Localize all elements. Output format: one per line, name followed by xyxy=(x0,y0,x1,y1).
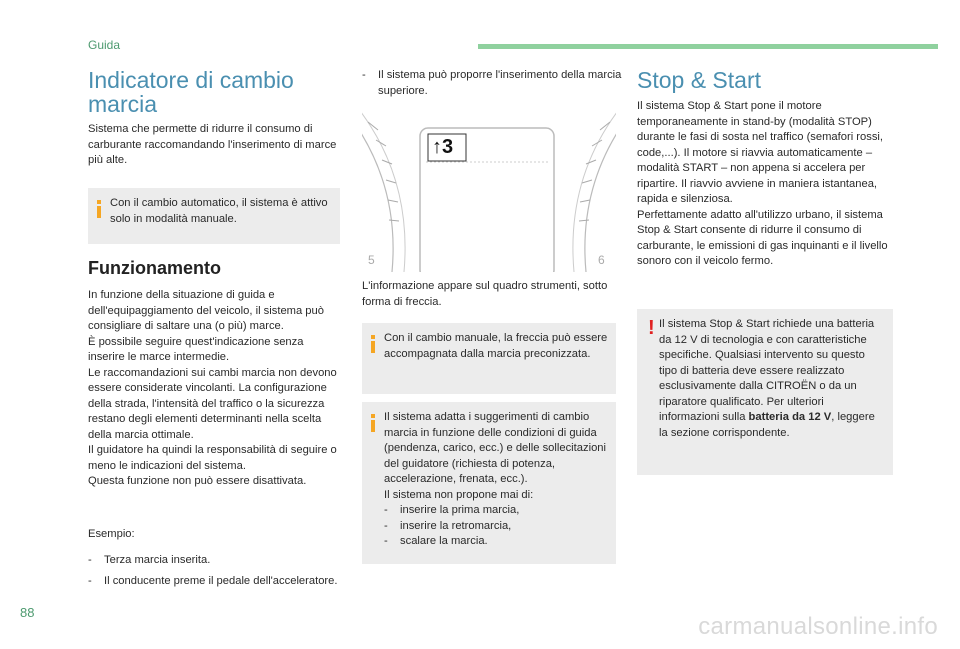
gear-shift-display: ↑3 xyxy=(432,136,454,158)
warning-text: Il sistema Stop & Start richiede una batteria da 12 V di tecnologia e con caratteristiche specifiche. Qualsiasi intervento su questo tipo di batteria deve essere realizzato esclusivamente dalla CITROËN o da un riparatore qualificato. Per ulteriori informazioni sulla batteria da 12 V, leggere la sezione corrispondente. xyxy=(659,318,875,439)
body-paragraph: Il guidatore ha quindi la responsabilità di seguire o meno le indicazioni del sistema. xyxy=(88,444,337,472)
watermark: carmanualsonline.info xyxy=(698,613,938,640)
list-item: - inserire la retromarcia, xyxy=(384,519,512,532)
column-1 xyxy=(88,68,340,116)
svg-text:6: 6 xyxy=(598,253,605,267)
instrument-cluster-illustration xyxy=(362,104,616,272)
info-note-text: Con il cambio manuale, la freccia può essere accompagnata dalla marcia preconizzata. xyxy=(384,332,608,360)
body-paragraph: Questa funzione non può essere disattivata. xyxy=(88,475,307,487)
info-icon xyxy=(371,335,375,353)
body-paragraph: Le raccomandazioni sui cambi marcia non devono essere considerate vincolanti. La configurazione della strada, l'intensità del traffico o la sicurezza restano degli elementi determinanti nella scelta della marcia ottimale. xyxy=(88,366,337,441)
column-3 xyxy=(637,68,897,92)
info-icon xyxy=(371,414,375,432)
subheading-operation: Funzionamento xyxy=(88,258,221,278)
intro-text: Sistema che permette di ridurre il consumo di carburante raccomandando l'inserimento di marce più alte. xyxy=(88,123,337,166)
caption-block xyxy=(362,279,614,310)
header-bar xyxy=(478,44,938,49)
warning-icon: ! xyxy=(648,317,655,339)
warning-note-battery xyxy=(637,309,893,475)
stop-start-body xyxy=(637,99,895,270)
info-note-text: Il sistema non propone mai di: xyxy=(384,488,534,501)
body-paragraph: È possibile seguire quest'indicazione senza inserire le marce intermedie. xyxy=(88,335,304,363)
list-item: - scalare la marcia. xyxy=(384,535,488,547)
section-title-stop-start: Stop & Start xyxy=(637,67,762,93)
info-note-text: Il sistema adatta i suggerimenti di cambio marcia in funzione delle condizioni di guida (pendenza, carico, ecc.) e delle sollecitazioni del guidatore (richiesta di potenza, accelerazione, frenata, ecc.). xyxy=(384,411,607,485)
section-label: Guida xyxy=(88,38,121,52)
info-note-automatic xyxy=(88,188,340,244)
body-paragraph: Il sistema Stop & Start pone il motore temporaneamente in stand-by (modalità STOP) durante le fasi di sosta nel traffico (semafori rossi, code,...). Il motore si riavvia automaticamente – modalità START – non appena si accelera per ripartire. Il riavvio avviene in maniera istantanea, rapida e silenziosa. xyxy=(637,100,884,205)
svg-text:5: 5 xyxy=(368,253,375,267)
example-label: Esempio: xyxy=(88,528,135,540)
info-note-manual xyxy=(362,323,616,394)
info-note-text: Con il cambio automatico, il sistema è attivo solo in modalità manuale. xyxy=(110,197,328,225)
subheading-block xyxy=(88,258,340,279)
section-title-gear-indicator: Indicatore di cambio marcia xyxy=(88,67,294,117)
cluster-drawing xyxy=(362,104,616,272)
battery-link-text: batteria da 12 V xyxy=(748,411,832,423)
list-item: - Terza marcia inserita. xyxy=(88,553,211,566)
body-paragraph: Perfettamente adatto all'utilizzo urbano, il sistema Stop & Start consente di ridurre il consumo di carburante, le emissioni di gas inquinanti e il livello sonoro con il veicolo fermo. xyxy=(637,208,888,267)
info-note-content xyxy=(384,410,608,550)
list-item: - inserire la prima marcia, xyxy=(384,504,520,516)
example-block xyxy=(88,527,340,590)
illustration-caption: L'informazione appare sul quadro strumenti, sotto forma di freccia. xyxy=(362,280,608,308)
page-number: 88 xyxy=(20,605,35,620)
list-item: - Il conducente preme il pedale dell'acceleratore. xyxy=(88,575,338,587)
body-paragraph: In funzione della situazione di guida e dell'equipaggiamento del veicolo, il sistema può consigliare di saltare una (o più) marce. xyxy=(88,289,324,332)
intro-block xyxy=(88,122,340,169)
info-icon xyxy=(97,200,101,218)
operation-body xyxy=(88,288,340,490)
info-note-adaptive xyxy=(362,402,616,564)
list-item: - Il sistema può proporre l'inserimento della marcia superiore. xyxy=(362,69,622,97)
